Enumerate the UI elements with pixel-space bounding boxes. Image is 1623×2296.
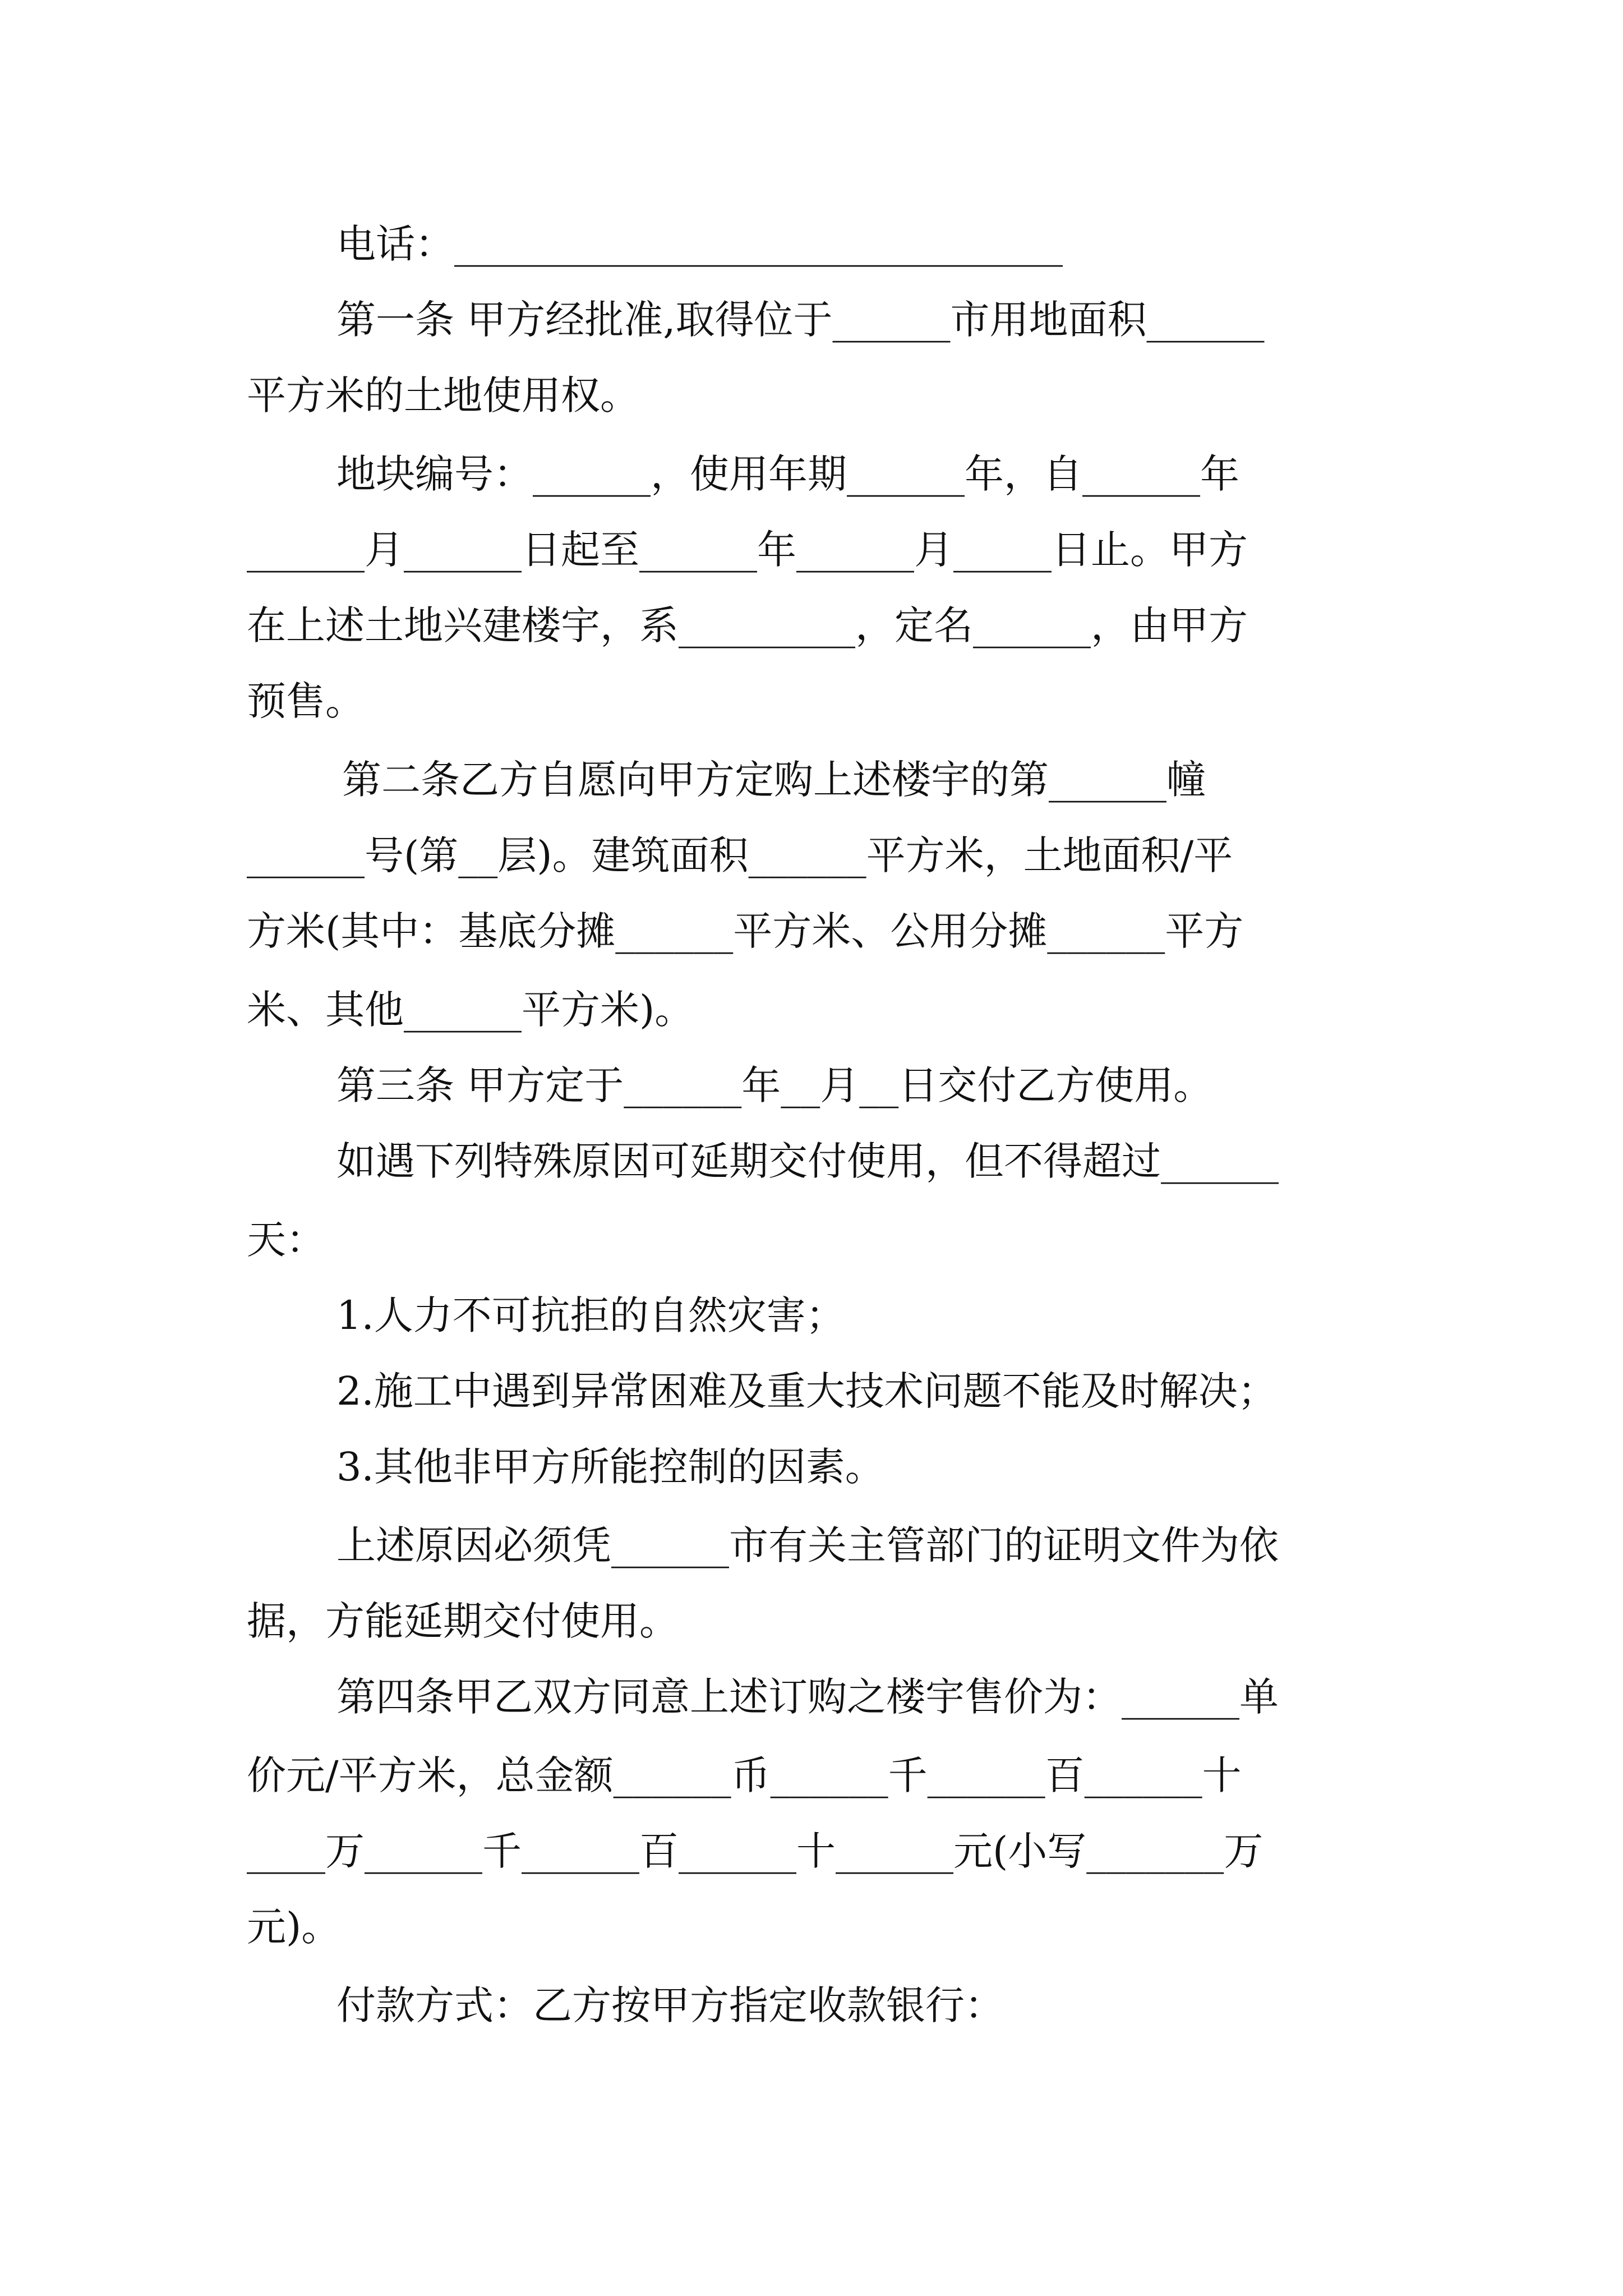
text-line: ______月______日起至______年______月_____日止。甲方 [247, 527, 1248, 573]
text-line: 天： [247, 1217, 325, 1263]
article-3-line [0, 1046, 1623, 1125]
delay-line [0, 1122, 1623, 1200]
text-line-row [0, 356, 1623, 435]
text-line-row [0, 970, 1623, 1049]
text-line: ____万______千______百______十______元(小写_______万 [247, 1828, 1264, 1874]
text-line: 2.施工中遇到异常困难及重大技术问题不能及时解决； [336, 1368, 1277, 1414]
text-line: 3.其他非甲方所能控制的因素。 [336, 1444, 884, 1490]
text-line-row [0, 586, 1623, 665]
text-line: 米、其他______平方米)。 [247, 987, 694, 1033]
text-line: 如遇下列特殊原因可延期交付使用，但不得超过______ [336, 1138, 1279, 1184]
list-item-1 [0, 1276, 1623, 1355]
text-line: 平方米的土地使用权。 [247, 372, 639, 418]
text-line: 上述原因必须凭______市有关主管部门的证明文件为依 [336, 1522, 1279, 1568]
evidence-line [0, 1506, 1623, 1585]
text-line: 付款方式：乙方按甲方指定收款银行： [336, 1982, 1004, 2028]
text-line-row [0, 662, 1623, 740]
text-line: ______号(第__层)。建筑面积______平方米，土地面积/平 [247, 832, 1233, 878]
text-line-row [0, 892, 1623, 970]
article-4-line [0, 1658, 1623, 1736]
article-1-line [0, 280, 1623, 359]
text-line: 元)。 [247, 1904, 341, 1950]
text-line: 第一条 甲方经批准,取得位于______市用地面积______ [336, 297, 1265, 343]
text-line: 第四条甲乙双方同意上述订购之楼宇售价为：______单 [336, 1674, 1279, 1720]
phone-line [0, 205, 1623, 283]
payment-method-line [0, 1966, 1623, 2045]
text-line-row [0, 1736, 1623, 1815]
text-line: 地块编号：______，使用年期______年，自______年 [336, 451, 1239, 497]
text-line: 在上述土地兴建楼宇，系_________，定名______，由甲方 [247, 602, 1248, 648]
text-line: 第二条乙方自愿向甲方定购上述楼宇的第______幢 [342, 757, 1206, 803]
text-line-row [0, 1888, 1623, 1966]
text-line-row [0, 1582, 1623, 1660]
text-line-row [0, 510, 1623, 589]
plot-number-line [0, 435, 1623, 513]
list-item-3 [0, 1428, 1623, 1506]
text-line: 据，方能延期交付使用。 [247, 1598, 679, 1644]
text-line: 预售。 [247, 678, 365, 724]
article-2-line [0, 740, 1623, 819]
text-line-row [0, 1812, 1623, 1890]
text-line: 第三条 甲方定于______年__月__日交付乙方使用。 [336, 1062, 1213, 1108]
text-line: 1.人力不可抗拒的自然灾害； [336, 1292, 845, 1338]
text-line: 价元/平方米，总金额______币______千______百______十 [247, 1752, 1242, 1798]
text-line-row [0, 816, 1623, 895]
list-item-2 [0, 1352, 1623, 1430]
text-line-row [0, 1200, 1623, 1279]
text-line: 电话：_______________________________ [336, 221, 1063, 267]
text-line: 方米(其中：基底分摊______平方米、公用分摊______平方 [247, 908, 1244, 954]
